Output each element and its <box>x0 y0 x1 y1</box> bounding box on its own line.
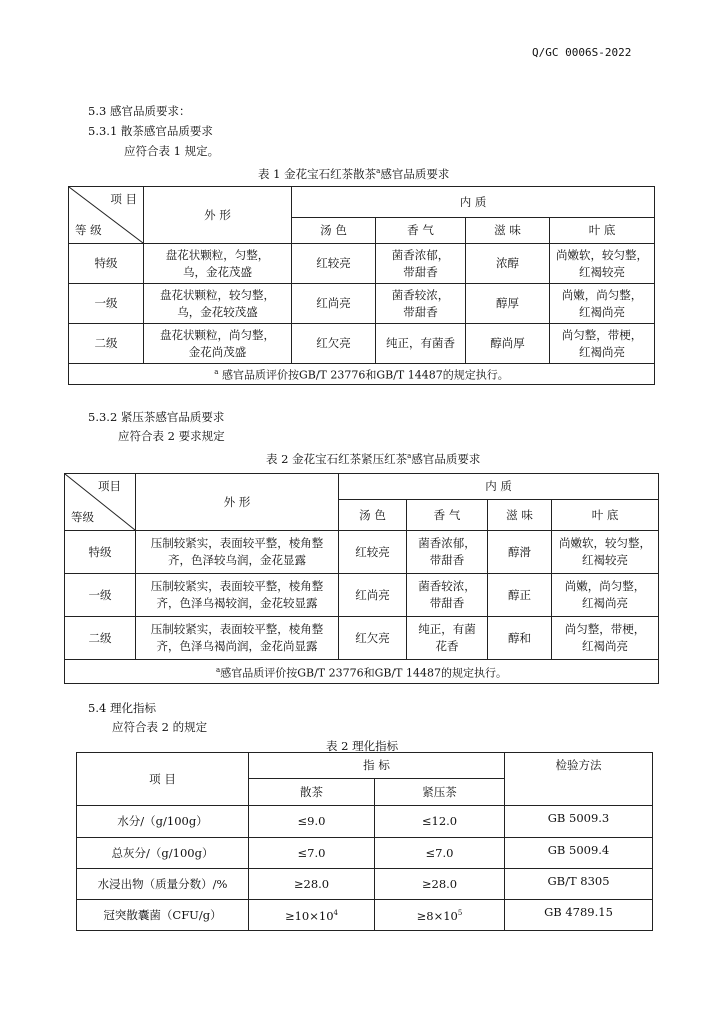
diag-bottom-label: 等 级 <box>75 223 102 237</box>
color-cell: 红较亮 <box>292 244 376 284</box>
taste-cell: 醇滑 <box>488 531 552 574</box>
table3-physicochemical <box>76 752 653 931</box>
col-appearance: 外 形 <box>144 187 292 244</box>
table1-note: $^a$ 感官品质评价按GB/T 23776和GB/T 14487的规定执行。 <box>69 364 655 385</box>
col-aroma: 香 气 <box>376 218 466 244</box>
table2-caption: 表 2 金花宝石红茶紧压红茶$^a$感官品质要求 <box>266 452 481 466</box>
color-cell: 红欠亮 <box>339 617 407 660</box>
col-method: 检验方法 <box>505 753 653 806</box>
taste-cell: 醇尚厚 <box>466 324 550 364</box>
section-5-4-text: 应符合表 2 的规定 <box>112 720 208 734</box>
appearance-cell: 压制较紧实，表面较平整，棱角整 齐，色泽乌褐较润，金花较显露 <box>136 574 339 617</box>
table-row <box>69 244 655 284</box>
appearance-cell: 盘花状颗粒，较匀整， 乌，金花较茂盛 <box>144 284 292 324</box>
col-loose: 散茶 <box>249 779 375 806</box>
table1-diag-header <box>69 187 144 244</box>
table-row <box>65 617 659 660</box>
col-appearance: 外 形 <box>136 474 339 531</box>
col-leaf: 叶 底 <box>552 500 659 531</box>
table1-body <box>69 244 655 364</box>
grade-cell: 一级 <box>65 574 136 617</box>
appearance-cell: 盘花状颗粒，匀整， 乌，金花茂盛 <box>144 244 292 284</box>
color-cell: 红较亮 <box>339 531 407 574</box>
leaf-cell: 尚嫩，尚匀整， 红褐尚亮 <box>552 574 659 617</box>
leaf-cell: 尚嫩，尚匀整， 红褐尚亮 <box>550 284 655 324</box>
grade-cell: 特级 <box>69 244 144 284</box>
aroma-cell: 纯正，有菌 花香 <box>407 617 488 660</box>
taste-cell: 浓醇 <box>466 244 550 284</box>
grade-cell: 二级 <box>69 324 144 364</box>
document-code: Q/GC 0006S-2022 <box>532 46 632 59</box>
col-taste: 滋 味 <box>488 500 552 531</box>
aroma-cell: 纯正，有菌香 <box>376 324 466 364</box>
table2-note: $^a$感官品质评价按GB/T 23776和GB/T 14487的规定执行。 <box>65 660 659 684</box>
table1-caption: 表 1 金花宝石红茶散茶$^a$感官品质要求 <box>258 167 450 181</box>
leaf-cell: 尚匀整，带梗， 红褐尚亮 <box>550 324 655 364</box>
leaf-cell: 尚嫩软，较匀整， 红褐较亮 <box>550 244 655 284</box>
table1-sensory-loose <box>68 186 655 385</box>
table2-body <box>65 531 659 660</box>
taste-cell: 醇和 <box>488 617 552 660</box>
aroma-cell: 菌香浓郁， 带甜香 <box>407 531 488 574</box>
section-5-3-2-title: 5.3.2 紧压茶感官品质要求 <box>88 410 225 424</box>
section-5-3-2-text: 应符合表 2 要求规定 <box>118 429 225 443</box>
col-pressed: 紧压茶 <box>375 779 505 806</box>
col-aroma: 香 气 <box>407 500 488 531</box>
section-5-4-title: 5.4 理化指标 <box>88 701 156 715</box>
table2-sensory-pressed <box>64 473 659 684</box>
col-leaf: 叶 底 <box>550 218 655 244</box>
aroma-cell: 菌香较浓， 带甜香 <box>407 574 488 617</box>
diag-top-label: 项 目 <box>110 192 137 206</box>
table3-caption: 表 2 理化指标 <box>326 739 399 753</box>
section-5-3-title: 5.3 感官品质要求： <box>88 104 191 118</box>
table-row: 总灰分/（g/100g） ≤7.0 ≤7.0 GB 5009.4 <box>77 838 653 869</box>
section-5-3-1-text: 应符合表 1 规定。 <box>124 144 220 158</box>
diag-bottom-label: 等级 <box>71 510 94 524</box>
col-inner: 内 质 <box>339 474 659 500</box>
leaf-cell: 尚嫩软，较匀整， 红褐较亮 <box>552 531 659 574</box>
table2-diag-header <box>65 474 136 531</box>
table-row: 水分/（g/100g） ≤9.0 ≤12.0 GB 5009.3 <box>77 806 653 838</box>
col-color: 汤 色 <box>339 500 407 531</box>
taste-cell: 醇正 <box>488 574 552 617</box>
color-cell: 红尚亮 <box>292 284 376 324</box>
table-row <box>69 324 655 364</box>
col-inner: 内 质 <box>292 187 655 218</box>
appearance-cell: 压制较紧实，表面较平整，棱角整 齐，色泽乌褐尚润，金花尚显露 <box>136 617 339 660</box>
aroma-cell: 菌香浓郁， 带甜香 <box>376 244 466 284</box>
col-taste: 滋 味 <box>466 218 550 244</box>
grade-cell: 二级 <box>65 617 136 660</box>
table-row <box>65 531 659 574</box>
table-row <box>69 284 655 324</box>
grade-cell: 特级 <box>65 531 136 574</box>
section-5-3-1-title: 5.3.1 散茶感官品质要求 <box>88 124 213 138</box>
table-row: 冠突散囊菌（CFU/g） $\ge 10\times 10^4$ $\ge 8\times 10^5$ GB 4789.15 <box>77 900 653 931</box>
taste-cell: 醇厚 <box>466 284 550 324</box>
color-cell: 红欠亮 <box>292 324 376 364</box>
appearance-cell: 盘花状颗粒，尚匀整， 金花尚茂盛 <box>144 324 292 364</box>
col-item: 项 目 <box>77 753 249 806</box>
leaf-cell: 尚匀整，带梗， 红褐尚亮 <box>552 617 659 660</box>
aroma-cell: 菌香较浓， 带甜香 <box>376 284 466 324</box>
appearance-cell: 压制较紧实，表面较平整，棱角整 齐，色泽较乌润，金花显露 <box>136 531 339 574</box>
color-cell: 红尚亮 <box>339 574 407 617</box>
table-row <box>65 574 659 617</box>
table-row: 水浸出物（质量分数）/% ≥28.0 ≥28.0 GB/T 8305 <box>77 869 653 900</box>
col-index: 指 标 <box>249 753 505 779</box>
grade-cell: 一级 <box>69 284 144 324</box>
col-color: 汤 色 <box>292 218 376 244</box>
diag-top-label: 项目 <box>98 479 121 493</box>
